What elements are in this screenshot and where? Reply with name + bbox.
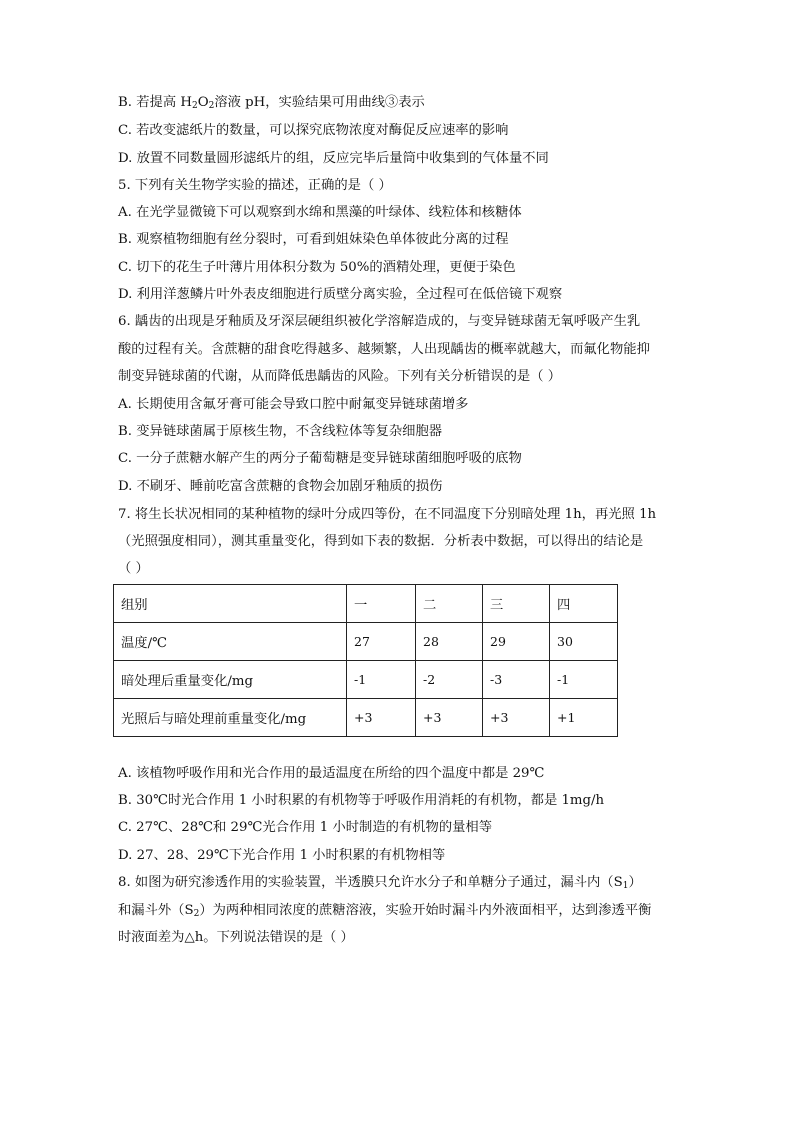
- text-run: ）为两种相同浓度的蔗糖溶液，实验开始时漏斗内外液面相平，达到渗透平衡: [199, 903, 652, 918]
- text-run: （光照强度相同），测其重量变化，得到如下表的数据．分析表中数据，可以得出的结论是: [118, 534, 644, 549]
- table-header-row: [114, 585, 618, 623]
- text-line: [118, 341, 650, 359]
- text-run: B. 变异链球菌属于原核生物，不含线粒体等复杂细胞器: [118, 424, 443, 439]
- text-run: D. 不刷牙、睡前吃富含蔗糖的食物会加剧牙釉质的损伤: [118, 479, 443, 494]
- text-run: B. 若提高 H: [118, 95, 192, 110]
- table-row: [114, 661, 618, 699]
- text-run: 时液面差为△h。下列说法错误的是（ ）: [118, 930, 354, 945]
- text-run: 5. 下列有关生物学实验的描述，正确的是（ ）: [118, 178, 392, 193]
- text-run: C. 一分子蔗糖水解产生的两分子葡萄糖是变异链球菌细胞呼吸的底物: [118, 451, 522, 466]
- text-line: [118, 423, 442, 441]
- table-header-cell: 组别: [114, 585, 347, 623]
- table-cell: 28: [416, 623, 483, 661]
- table-header-cell: 四: [550, 585, 618, 623]
- text-line: [118, 478, 442, 496]
- text-run: 制变异链球菌的代谢，从而降低患龋齿的风险。下列有关分析错误的是（ ）: [118, 369, 562, 384]
- text-line: [118, 792, 604, 810]
- text-run: C. 27℃、28℃和 29℃光合作用 1 小时制造的有机物的量相等: [118, 820, 493, 835]
- text-line: [118, 765, 544, 783]
- table-cell: -1: [550, 661, 618, 699]
- text-run: D. 利用洋葱鳞片叶外表皮细胞进行质壁分离实验，全过程可在低倍镜下观察: [118, 287, 563, 302]
- text-line: [118, 450, 522, 468]
- table-row: [114, 699, 618, 737]
- text-run: B. 30℃时光合作用 1 小时积累的有机物等于呼吸作用消耗的有机物，都是 1mg/h: [118, 793, 605, 808]
- table-cell: 光照后与暗处理前重量变化/mg: [114, 699, 347, 737]
- table-cell: +3: [347, 699, 416, 737]
- text-line: [118, 396, 468, 414]
- data-table: [113, 584, 618, 737]
- text-run: B. 观察植物细胞有丝分裂时，可看到姐妹染色单体彼此分离的过程: [118, 232, 509, 247]
- text-line: [118, 533, 643, 551]
- table-cell: 30: [550, 623, 618, 661]
- text-run: 6. 龋齿的出现是牙釉质及牙深层硬组织被化学溶解造成的，与变异链球菌无氧呼吸产生乳: [118, 314, 641, 329]
- text-run: A. 在光学显微镜下可以观察到水绵和黑藻的叶绿体、线粒体和核糖体: [118, 205, 522, 220]
- table-header-cell: 二: [416, 585, 483, 623]
- table-cell: -1: [347, 661, 416, 699]
- table-cell: 29: [483, 623, 550, 661]
- text-line: [118, 819, 492, 837]
- table-cell: +1: [550, 699, 618, 737]
- text-line: [118, 560, 149, 578]
- text-run: A. 长期使用含氟牙膏可能会导致口腔中耐氟变异链球菌增多: [118, 397, 469, 412]
- text-line: [118, 847, 445, 865]
- text-line: [118, 874, 642, 892]
- table-cell: +3: [483, 699, 550, 737]
- text-run: C. 切下的花生子叶薄片用体积分数为 50%的酒精处理，更便于染色: [118, 260, 516, 275]
- text-run: 酸的过程有关。含蔗糖的甜食吃得越多、越频繁，人出现龋齿的概率就越大，而氟化物能抑: [118, 342, 650, 357]
- text-line: [118, 368, 561, 386]
- text-run: 溶液 pH，实验结果可用曲线③表示: [214, 95, 425, 110]
- text-line: [118, 506, 656, 524]
- text-run: 8. 如图为研究渗透作用的实验装置，半透膜只允许水分子和单糖分子通过，漏斗内（S: [118, 875, 623, 890]
- table-cell: 暗处理后重量变化/mg: [114, 661, 347, 699]
- text-line: [118, 286, 562, 304]
- text-line: [118, 150, 549, 168]
- table-cell: 27: [347, 623, 416, 661]
- table-cell: -2: [416, 661, 483, 699]
- table-cell: -3: [483, 661, 550, 699]
- text-run: D. 放置不同数量圆形滤纸片的组，反应完毕后量筒中收集到的气体量不同: [118, 151, 549, 166]
- text-run: A. 该植物呼吸作用和光合作用的最适温度在所给的四个温度中都是 29℃: [118, 766, 545, 781]
- table-cell: 温度/℃: [114, 623, 347, 661]
- table-header-cell: 一: [347, 585, 416, 623]
- text-run: 7. 将生长状况相同的某种植物的绿叶分成四等份，在不同温度下分别暗处理 1h，再光照 1h: [118, 507, 657, 522]
- text-run: ）: [628, 875, 642, 890]
- text-run: （ ）: [118, 561, 149, 576]
- text-run: C. 若改变滤纸片的数量，可以探究底物浓度对酶促反应速率的影响: [118, 123, 509, 138]
- text-line: [118, 231, 509, 249]
- subscript: 2: [191, 101, 198, 111]
- subscript: 1: [622, 881, 629, 891]
- table-header-cell: 三: [483, 585, 550, 623]
- text-line: [118, 177, 392, 195]
- subscript: 2: [193, 909, 200, 919]
- table-cell: +3: [416, 699, 483, 737]
- text-line: [118, 94, 425, 112]
- text-line: [118, 902, 651, 920]
- text-line: [118, 259, 516, 277]
- text-run: 和漏斗外（S: [118, 903, 194, 918]
- text-run: D. 27、28、29℃下光合作用 1 小时积累的有机物相等: [118, 848, 446, 863]
- text-line: [118, 313, 640, 331]
- text-run: O: [197, 95, 209, 110]
- text-line: [118, 122, 508, 140]
- subscript: 2: [208, 101, 215, 111]
- table-row: [114, 623, 618, 661]
- text-line: [118, 929, 354, 947]
- text-line: [118, 204, 522, 222]
